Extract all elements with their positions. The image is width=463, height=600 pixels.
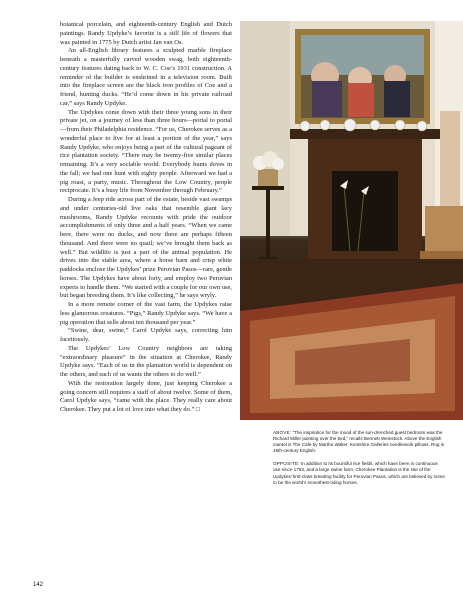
caption-above — [273, 430, 445, 454]
caption-opposite-label: OPPOSITE: — [273, 461, 300, 467]
caption-above-text: “The inspiration for the mood of the sun-drenched guest bedroom was the Richard Miller painting over the bed,” recalls Bennett Weinstock. Above the English mantel is The Cafe by Martha Walter. Kentshire Galleries needlework pillows. Rug is 19th-century English. — [273, 430, 445, 454]
article-paragraph: The Updykes’ Low Country neighbors are taking “extraordinary pleasure” in the situation at Cherokee, Randy Updyke says. “Each of us in the plantation world is dependent on the others, and each of us wants the others to do well.” — [60, 344, 232, 378]
article-paragraph: An all-English library features a sculpted marble fireplace beneath a masterfully carved wooden swag, both eighteenth-century features dating back to W. C. Coe’s 1931 construction. A reminder of the builder is enshrined in a television room. Built into the fireplace screen are the black iron profiles of Coe and a friend, hunting ducks. “He’d come down in his private railroad car,” says Randy Updyke. — [60, 47, 232, 107]
bedroom-photo — [240, 21, 463, 420]
page-number: 142 — [33, 582, 44, 588]
photo-captions — [273, 430, 445, 493]
article-paragraph: “Swine, dear, swine,” Carol Updyke says, correcting him facetiously. — [60, 327, 232, 343]
bedroom-photo-illustration — [240, 21, 463, 420]
article-body — [60, 21, 232, 415]
caption-opposite-text: In addition to its bountiful rice fields, which have been in continuous use since 1763, and a large swine farm, Cherokee Plantation is the site of the Updykes’ first-class breeding facility for Peruvian Pasos, which are believed by some to be the world’s smoothest-riding horses. — [273, 461, 445, 485]
article-paragraph: During a Jeep ride across part of the estate, beside vast swamps and under centuries-old live oaks that resemble giant lacy mushrooms, Randy Updyke recounts with pride the outdoor accomplishments of only three and a half years. “When we came here, there were no ducks, and now there are perhaps fifteen thousand. And there were no quail; we’ve brought them back as well.” But wildlife is just a part of the animal population. He drives into the stable area, where a horse barn and crisp white paddocks enclose the Updykes’ prize Peruvian Pasos—rare, gentle horses. The Updykes have about forty, and employ two Peruvian experts to handle them. “We started with a couple for our own use, but began breeding them. It’s like collecting,” he says wryly. — [60, 196, 232, 300]
article-paragraph: The Updykes come down with their three young sons in their private jet, on a journey of less than three hours—portal to portal—from their Philadelphia residence. “For us, Cherokee serves as a wonderful place to live for at least a portion of the year,” says Randy Updyke, who enjoys being a part of the cultural pageant of rice plantation society. “There may be twenty-five similar places remaining. It’s a very sociable world. Everybody hunts doves in the fall; we had one hunt with eighty people. Afterward we had a pig roast, a party, music. Throughout the Low Country, people reciprocate. It’s a busy life from November through February.” — [60, 108, 232, 195]
caption-above-label: ABOVE: — [273, 430, 292, 435]
caption-opposite — [273, 461, 445, 485]
article-paragraph: botanical porcelain, and eighteenth-century English and Dutch paintings. Randy Updyke’s favorite is a still life of flowers that was painted in 1775 by Dutch artist Jan van Os. — [60, 21, 232, 46]
article-paragraph: With the restoration largely done, just keeping Cherokee a going concern still requires a staff of about twelve. Some of them, Carol Updyke says, “came with the place. They really care about Cherokee. They put a lot of love into what they do.” □ — [60, 379, 232, 413]
article-paragraph: In a more remote corner of the vast farm, the Updykes raise less glamorous creatures. “Pigs,” Randy Updyke says. “We have a pig operation that sells about ten thousand per year.” — [60, 301, 232, 326]
